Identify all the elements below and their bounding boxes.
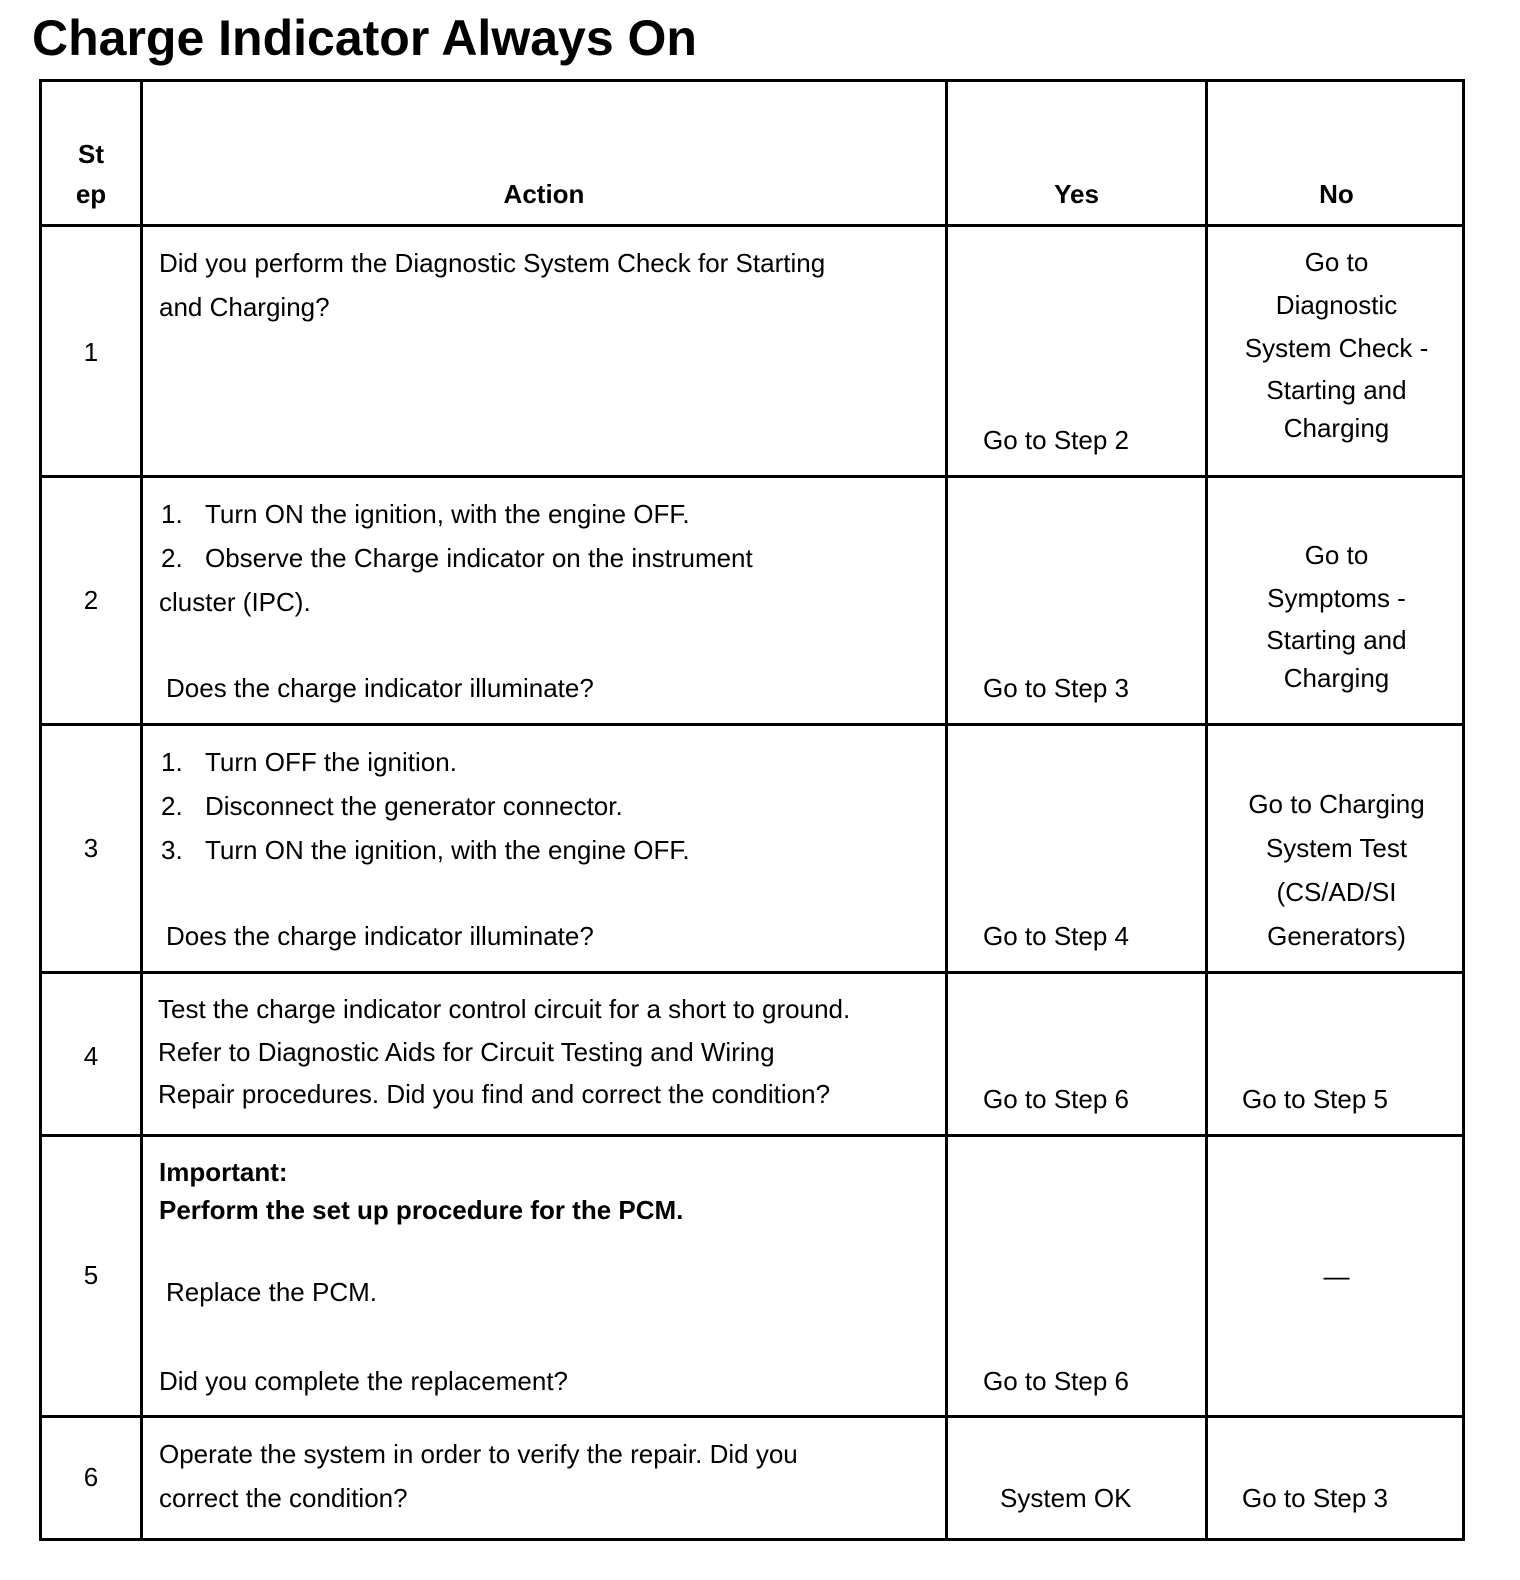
no-line: Go to bbox=[1304, 540, 1369, 570]
list-number: 1. bbox=[161, 747, 183, 777]
row-divider-header bbox=[39, 224, 1465, 227]
list-item bbox=[159, 492, 753, 536]
no-line: Starting and bbox=[1266, 375, 1407, 405]
no-line: Starting and bbox=[1266, 625, 1407, 655]
row-divider-1 bbox=[39, 475, 1465, 478]
action-line: Did you perform the Diagnostic System Check for Starting bbox=[159, 248, 826, 278]
row-divider-3 bbox=[39, 971, 1465, 974]
action-line: correct the condition? bbox=[159, 1483, 408, 1513]
page-title: Charge Indicator Always On bbox=[32, 10, 697, 66]
list-number: 2. bbox=[161, 543, 183, 573]
header-no: No bbox=[1319, 179, 1354, 209]
no-cell: Go to Step 3 bbox=[1242, 1483, 1388, 1513]
column-divider-step bbox=[140, 79, 143, 1541]
list-item bbox=[159, 828, 690, 872]
important-label: Important: bbox=[159, 1157, 288, 1187]
no-cell bbox=[1208, 534, 1465, 696]
no-line: (CS/AD/SI bbox=[1276, 877, 1397, 907]
action-list bbox=[159, 740, 690, 872]
list-text: Disconnect the generator connector. bbox=[205, 791, 623, 821]
yes-cell: Go to Step 6 bbox=[983, 1084, 1129, 1114]
step-number: 5 bbox=[83, 1260, 99, 1290]
question-text: Does the charge indicator illuminate? bbox=[166, 921, 594, 951]
no-line: Charging bbox=[1283, 663, 1390, 693]
action-line: Test the charge indicator control circuit for a short to ground. bbox=[158, 994, 851, 1024]
no-cell bbox=[1208, 782, 1465, 958]
instruction-text: Replace the PCM. bbox=[166, 1277, 377, 1307]
header-action: Action bbox=[503, 179, 585, 209]
yes-cell: Go to Step 6 bbox=[983, 1366, 1129, 1396]
action-cell bbox=[159, 740, 690, 872]
action-list bbox=[159, 492, 753, 580]
action-cell bbox=[159, 1432, 798, 1520]
no-line: Charging bbox=[1283, 413, 1390, 443]
step-number: 4 bbox=[83, 1041, 99, 1071]
list-text: Observe the Charge indicator on the instrument bbox=[205, 543, 753, 573]
question-text: Did you complete the replacement? bbox=[159, 1366, 569, 1396]
action-line: and Charging? bbox=[159, 292, 330, 322]
column-divider-action bbox=[945, 79, 948, 1541]
no-line: System Check - bbox=[1244, 333, 1429, 363]
no-cell bbox=[1208, 241, 1465, 446]
list-item bbox=[159, 784, 690, 828]
list-number: 3. bbox=[161, 835, 183, 865]
yes-cell: Go to Step 2 bbox=[983, 425, 1129, 455]
header-step-line2: ep bbox=[75, 179, 107, 209]
action-line: Repair procedures. Did you find and correct the condition? bbox=[158, 1079, 831, 1109]
no-line: Diagnostic bbox=[1275, 290, 1398, 320]
diagnostic-table bbox=[39, 79, 1465, 1541]
action-line: Refer to Diagnostic Aids for Circuit Testing and Wiring bbox=[158, 1037, 775, 1067]
list-item bbox=[159, 536, 753, 580]
row-divider-2 bbox=[39, 723, 1465, 726]
important-text: Perform the set up procedure for the PCM. bbox=[159, 1195, 684, 1225]
step-number: 2 bbox=[83, 585, 99, 615]
yes-cell: Go to Step 4 bbox=[983, 921, 1129, 951]
row-divider-5 bbox=[39, 1415, 1465, 1418]
action-line: Operate the system in order to verify the repair. Did you bbox=[159, 1439, 798, 1469]
list-number: 1. bbox=[161, 499, 183, 529]
list-text: Turn OFF the ignition. bbox=[205, 747, 457, 777]
no-line: Go to bbox=[1304, 247, 1369, 277]
yes-cell: Go to Step 3 bbox=[983, 673, 1129, 703]
action-cell bbox=[158, 988, 850, 1114]
question-text: Does the charge indicator illuminate? bbox=[166, 673, 594, 703]
no-line: Go to Charging bbox=[1248, 789, 1425, 819]
header-step bbox=[42, 134, 140, 214]
header-step-line1: St bbox=[78, 139, 104, 169]
no-line: Symptoms - bbox=[1267, 583, 1406, 613]
list-number: 2. bbox=[161, 791, 183, 821]
no-line: System Test bbox=[1265, 833, 1408, 863]
row-divider-4 bbox=[39, 1134, 1465, 1137]
list-item bbox=[159, 740, 690, 784]
header-yes: Yes bbox=[1054, 179, 1099, 209]
list-text: Turn ON the ignition, with the engine OFF. bbox=[205, 835, 690, 865]
step-number: 3 bbox=[83, 833, 99, 863]
action-line: cluster (IPC). bbox=[159, 587, 311, 617]
no-cell: — bbox=[1323, 1261, 1350, 1291]
no-cell: Go to Step 5 bbox=[1242, 1084, 1388, 1114]
step-number: 1 bbox=[83, 337, 99, 367]
important-note bbox=[159, 1153, 683, 1229]
list-text: Turn ON the ignition, with the engine OFF. bbox=[205, 499, 690, 529]
yes-cell: System OK bbox=[1000, 1483, 1132, 1513]
step-number: 6 bbox=[83, 1462, 99, 1492]
action-cell bbox=[159, 241, 825, 329]
action-cell bbox=[159, 492, 753, 624]
no-line: Generators) bbox=[1267, 921, 1406, 951]
